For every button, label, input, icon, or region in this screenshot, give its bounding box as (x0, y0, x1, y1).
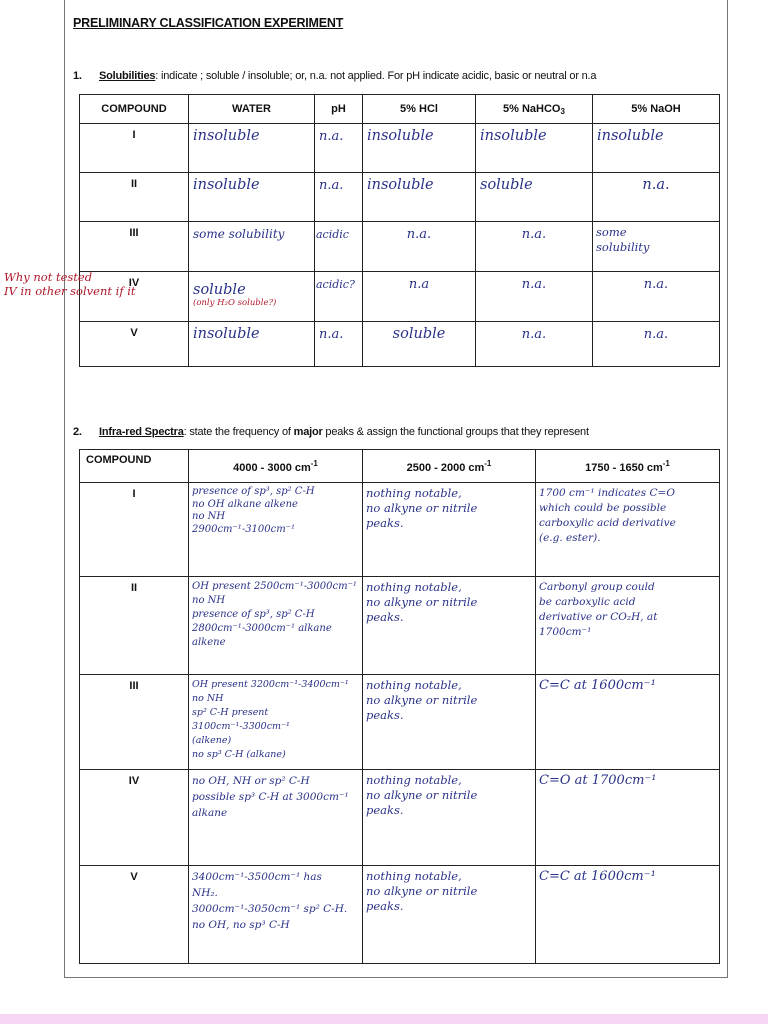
table-row (80, 866, 720, 964)
table-row (80, 222, 720, 272)
section-2-heading (73, 426, 589, 438)
table-row (80, 577, 720, 675)
ir-range-2-cell: nothing notable, no alkyne or nitrile peaks. (363, 483, 536, 577)
compound-id: IV (80, 272, 189, 322)
naoh-cell: some solubility (593, 222, 720, 272)
col-ph: pH (315, 95, 363, 124)
section-1-heading (73, 70, 596, 82)
col-range-4000-3000-unit: -1 (310, 458, 318, 468)
col-hcl: 5% HCl (363, 95, 476, 124)
section-1-instruction: : indicate ; soluble / insoluble; or, n.a. not applied. For pH indicate acidic, basic or neutral or n.a (155, 70, 597, 82)
nahco3-cell: n.a. (476, 222, 593, 272)
compound-id: III (80, 222, 189, 272)
margin-annotation: Why not tested IV in other solvent if it (4, 270, 136, 298)
compound-id: V (80, 322, 189, 367)
hcl-cell: n.a (363, 272, 476, 322)
col-range-1750-1650-label: 1750 - 1650 cm (585, 461, 663, 474)
compound-id: V (80, 866, 189, 964)
compound-id: II (80, 577, 189, 675)
section-2-instruction-post: peaks & assign the functional groups that they represent (322, 426, 589, 438)
table-row (80, 483, 720, 577)
ph-cell: n.a. (315, 124, 363, 173)
ir-range-1-cell: presence of sp³, sp² C-H no OH alkane alkene no NH 2900cm⁻¹-3100cm⁻¹ (189, 483, 363, 577)
col-nahco3 (476, 95, 593, 124)
naoh-cell: n.a. (593, 322, 720, 367)
ir-range-3-cell: C=C at 1600cm⁻¹ (536, 675, 720, 770)
ir-range-3-cell: C=C at 1600cm⁻¹ (536, 866, 720, 964)
hcl-cell: insoluble (363, 173, 476, 222)
section-2-instruction-pre: : state the frequency of (183, 426, 294, 438)
compound-id: I (80, 483, 189, 577)
ir-range-3-cell: C=O at 1700cm⁻¹ (536, 770, 720, 866)
table-row (80, 322, 720, 367)
water-cell: insoluble (189, 322, 315, 367)
water-cell: some solubility (189, 222, 315, 272)
page-title: PRELIMINARY CLASSIFICATION EXPERIMENT (73, 16, 344, 30)
compound-id: IV (80, 770, 189, 866)
solubility-table (79, 94, 720, 367)
table-row (80, 124, 720, 173)
col-range-4000-3000-label: 4000 - 3000 cm (233, 461, 311, 474)
col-nahco3-subscript: 3 (560, 106, 565, 116)
solubility-header-row (80, 95, 720, 124)
ir-range-1-cell: no OH, NH or sp² C-H possible sp³ C-H at 3000cm⁻¹ alkane (189, 770, 363, 866)
col-compound: COMPOUND (80, 450, 189, 483)
ph-cell: acidic? (315, 272, 363, 322)
water-cell: insoluble (189, 173, 315, 222)
ph-cell: n.a. (315, 173, 363, 222)
section-1-title: Solubilities (99, 70, 156, 82)
table-row (80, 272, 720, 322)
section-2-title: Infra-red Spectra (99, 426, 184, 438)
hcl-cell: insoluble (363, 124, 476, 173)
ir-range-1-cell: 3400cm⁻¹-3500cm⁻¹ has NH₂. 3000cm⁻¹-3050cm⁻¹ sp² C-H. no OH, no sp³ C-H (189, 866, 363, 964)
naoh-cell: insoluble (593, 124, 720, 173)
worksheet-page (64, 0, 728, 978)
section-2-instruction-bold: major (293, 426, 323, 438)
water-cell (189, 272, 315, 322)
ir-range-3-cell: Carbonyl group could be carboxylic acid derivative or CO₂H, at 1700cm⁻¹ (536, 577, 720, 675)
col-nahco3-label: 5% NaHCO (503, 102, 561, 115)
compound-id: II (80, 173, 189, 222)
compound-id: I (80, 124, 189, 173)
hcl-cell: soluble (363, 322, 476, 367)
water-annotation: (only H₂O soluble?) (193, 298, 277, 308)
col-compound: COMPOUND (80, 95, 189, 124)
naoh-cell: n.a. (593, 173, 720, 222)
water-cell: insoluble (189, 124, 315, 173)
ir-range-2-cell: nothing notable, no alkyne or nitrile peaks. (363, 770, 536, 866)
nahco3-cell: n.a. (476, 322, 593, 367)
hcl-cell: n.a. (363, 222, 476, 272)
naoh-cell: n.a. (593, 272, 720, 322)
col-range-4000-3000 (189, 450, 363, 483)
col-range-2500-2000 (363, 450, 536, 483)
section-1-number: 1. (73, 70, 82, 82)
table-row (80, 173, 720, 222)
table-row (80, 675, 720, 770)
nahco3-cell: insoluble (476, 124, 593, 173)
ir-range-2-cell: nothing notable, no alkyne or nitrile peaks. (363, 577, 536, 675)
col-range-1750-1650 (536, 450, 720, 483)
col-water: WATER (189, 95, 315, 124)
ir-range-1-cell: OH present 2500cm⁻¹-3000cm⁻¹ no NH presence of sp³, sp² C-H 2800cm⁻¹-3000cm⁻¹ alkane alkene (189, 577, 363, 675)
table-row (80, 770, 720, 866)
col-range-1750-1650-unit: -1 (662, 458, 670, 468)
col-naoh: 5% NaOH (593, 95, 720, 124)
ir-range-2-cell: nothing notable, no alkyne or nitrile peaks. (363, 675, 536, 770)
ph-cell: acidic (315, 222, 363, 272)
col-range-2500-2000-unit: -1 (484, 458, 492, 468)
col-range-2500-2000-label: 2500 - 2000 cm (406, 461, 485, 474)
section-2-number: 2. (73, 426, 82, 438)
ph-cell: n.a. (315, 322, 363, 367)
compound-id: III (80, 675, 189, 770)
ir-range-1-cell: OH present 3200cm⁻¹-3400cm⁻¹ no NH sp² C-H present 3100cm⁻¹-3300cm⁻¹ (alkene) no sp³ C-H (alkane) (189, 675, 363, 770)
water-value: soluble (193, 282, 246, 298)
ir-range-3-cell: 1700 cm⁻¹ indicates C=O which could be possible carboxylic acid derivative (e.g. ester). (536, 483, 720, 577)
ir-header-row (80, 450, 720, 483)
nahco3-cell: n.a. (476, 272, 593, 322)
nahco3-cell: soluble (476, 173, 593, 222)
ir-spectra-table (79, 449, 720, 964)
ir-range-2-cell: nothing notable, no alkyne or nitrile peaks. (363, 866, 536, 964)
bottom-strip (0, 1014, 768, 1024)
